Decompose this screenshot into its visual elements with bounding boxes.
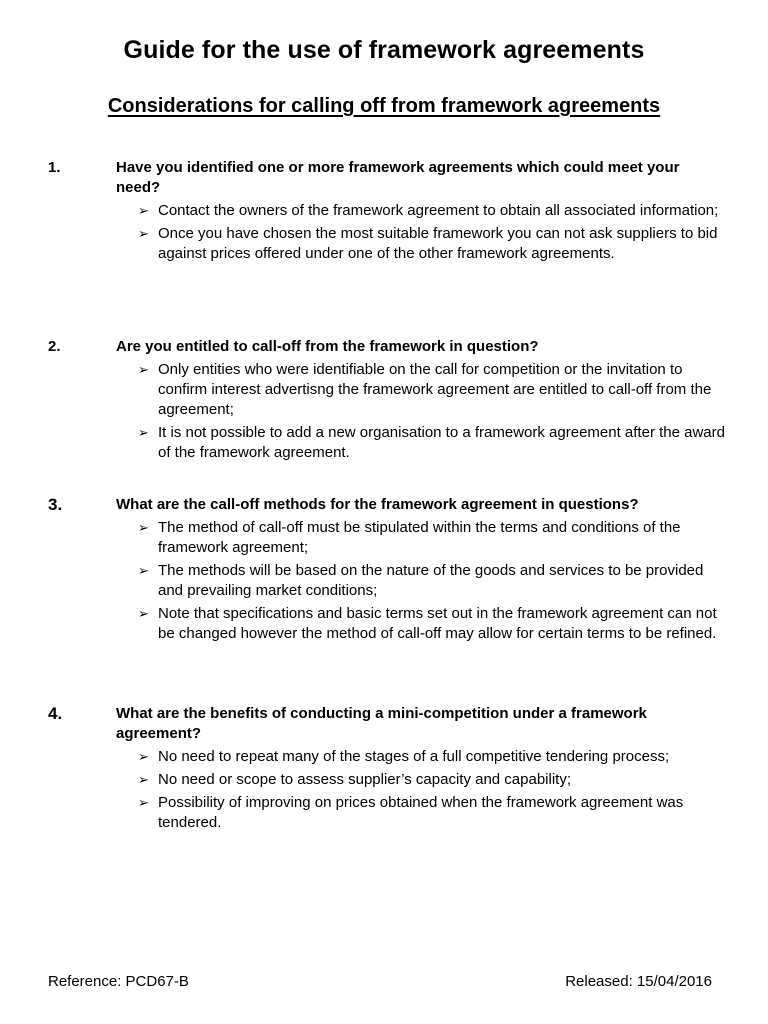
bullet-text: No need to repeat many of the stages of a full competitive tendering process; [158,748,670,765]
list-item [138,518,728,558]
arrow-bullet-icon: ➢ [138,749,149,764]
footer-reference: Reference: PCD67-B [48,973,189,990]
section-4 [48,704,728,836]
arrow-bullet-icon: ➢ [138,226,149,241]
footer-released-date: Released: 15/04/2016 [565,973,712,990]
bullet-text: Contact the owners of the framework agreement to obtain all associated information; [158,202,719,219]
list-item [138,201,728,221]
section-2 [48,337,728,466]
list-item [138,770,728,790]
section-1 [48,158,728,267]
bullet-list [48,201,728,264]
bullet-text: The method of call-off must be stipulated within the terms and conditions of the framework agreement; [158,519,681,556]
arrow-bullet-icon: ➢ [138,520,149,535]
document-subtitle: Considerations for calling off from framework agreements [107,95,661,117]
section-3 [48,495,728,647]
bullet-text: Possibility of improving on prices obtained when the framework agreement was tendered. [158,794,684,831]
list-item [138,423,728,463]
section-question: Have you identified one or more framework agreements which could meet your need? [116,159,680,196]
bullet-list [48,747,728,833]
bullet-list [48,360,728,463]
arrow-bullet-icon: ➢ [138,606,149,621]
bullet-text: Only entities who were identifiable on the call for competition or the invitation to confirm interest advertisng the framework agreement are entitled to call-off from the agreement; [158,361,712,418]
section-number: 1. [48,159,61,176]
list-item [138,747,728,767]
list-item [138,224,728,264]
arrow-bullet-icon: ➢ [138,203,149,218]
section-number: 4. [48,704,63,723]
bullet-text: It is not possible to add a new organisation to a framework agreement after the award of the framework agreement. [158,424,725,461]
bullet-list [48,518,728,644]
section-question: What are the call-off methods for the framework agreement in questions? [116,496,639,513]
bullet-text: Note that specifications and basic terms set out in the framework agreement can not be changed however the method of call-off may allow for certain terms to be refined. [158,605,717,642]
arrow-bullet-icon: ➢ [138,795,149,810]
section-question: Are you entitled to call-off from the framework in question? [116,338,539,355]
section-number: 3. [48,495,63,514]
list-item [138,561,728,601]
list-item [138,360,728,420]
arrow-bullet-icon: ➢ [138,425,149,440]
arrow-bullet-icon: ➢ [138,772,149,787]
arrow-bullet-icon: ➢ [138,563,149,578]
bullet-text: Once you have chosen the most suitable framework you can not ask suppliers to bid against prices offered under one of the other framework agreements. [158,225,718,262]
arrow-bullet-icon: ➢ [138,362,149,377]
section-number: 2. [48,338,61,355]
section-question: What are the benefits of conducting a mini-competition under a framework agreement? [116,705,647,742]
document-title: Guide for the use of framework agreements [123,36,645,64]
list-item [138,793,728,833]
bullet-text: No need or scope to assess supplier’s capacity and capability; [158,771,572,788]
list-item [138,604,728,644]
bullet-text: The methods will be based on the nature of the goods and services to be provided and prevailing market conditions; [158,562,704,599]
